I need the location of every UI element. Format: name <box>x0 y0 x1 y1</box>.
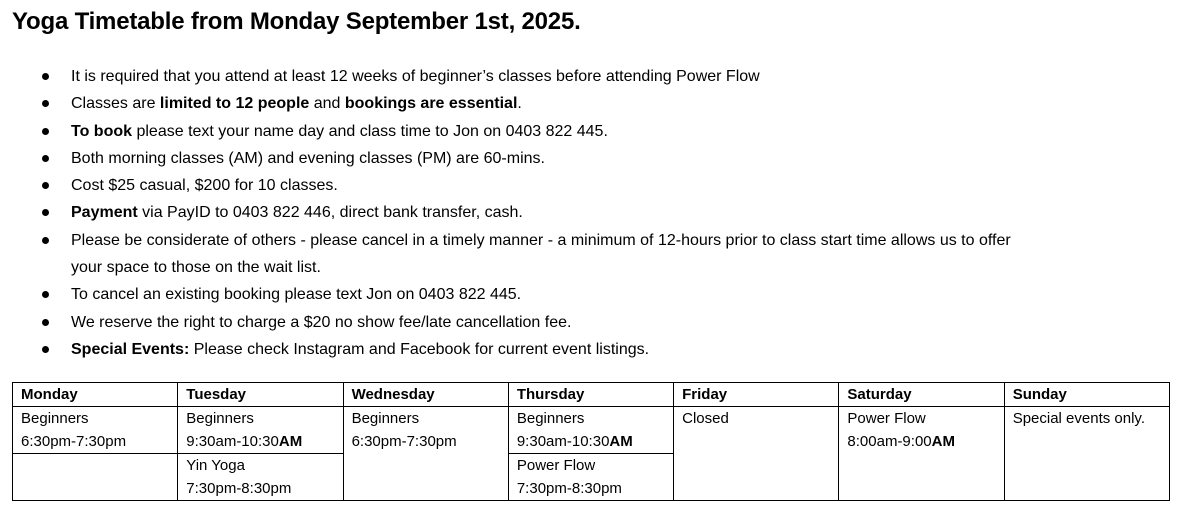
bullet-text: We reserve the right to charge a $20 no show fee/late cancellation fee. <box>71 313 572 331</box>
class-time <box>517 430 673 453</box>
bullet-icon <box>42 319 49 326</box>
bullet-icon <box>42 128 49 135</box>
friday-class-cell <box>674 407 839 501</box>
bullet-text: . <box>517 95 522 113</box>
saturday-class-cell <box>839 407 1004 501</box>
table-header-row <box>13 383 1170 407</box>
class-name: Beginners <box>21 410 89 427</box>
bullet-text: Classes are <box>71 95 160 113</box>
class-name: Beginners <box>351 410 420 427</box>
timetable <box>12 382 1170 501</box>
bullet-icon <box>42 100 49 107</box>
list-item <box>0 118 1181 145</box>
bullet-bold-text: Payment <box>71 204 138 222</box>
tuesday-class-cell-2 <box>178 454 343 501</box>
class-time-text: 9:30am-10:30 <box>516 433 610 450</box>
bullet-icon <box>42 73 49 80</box>
header-monday: Monday <box>13 383 178 407</box>
class-time: 7:30pm-8:30pm <box>186 480 292 497</box>
monday-empty-cell <box>13 454 178 501</box>
header-wednesday: Wednesday <box>343 383 508 407</box>
bullet-text: via PayID to 0403 822 446, direct bank transfer, cash. <box>137 204 523 222</box>
class-time <box>847 430 1003 453</box>
am-suffix: AM <box>931 433 955 450</box>
class-name: Power Flow <box>847 410 926 427</box>
am-suffix: AM <box>278 433 303 450</box>
class-name: Yin Yoga <box>186 457 245 474</box>
am-suffix: AM <box>609 433 633 450</box>
bullet-text: and <box>309 95 345 113</box>
bullet-text: It is required that you attend at least 12 weeks of beginner’s classes before attending Power Flow <box>71 68 760 85</box>
bullet-icon <box>42 346 49 353</box>
list-item <box>0 309 1181 336</box>
list-item <box>0 63 1181 90</box>
wednesday-class-cell <box>343 407 508 501</box>
header-thursday: Thursday <box>508 383 673 407</box>
closed-text: Closed <box>682 410 729 427</box>
class-time-text: 8:00am-9:00 <box>847 433 932 450</box>
class-time <box>186 430 342 453</box>
class-time: 7:30pm-8:30pm <box>516 480 622 497</box>
header-sunday: Sunday <box>1004 383 1169 407</box>
list-item <box>0 336 1181 363</box>
header-tuesday: Tuesday <box>178 383 343 407</box>
bullet-text: Cost $25 casual, $200 for 10 classes. <box>71 177 338 195</box>
class-time-text: 9:30am-10:30 <box>186 433 279 450</box>
bullet-bold-text: To book <box>71 122 133 140</box>
bullet-text-continuation: your space to those on the wait list. <box>71 259 321 277</box>
bullet-text: Please check Instagram and Facebook for current event listings. <box>189 340 650 358</box>
info-list <box>0 63 1181 363</box>
bullet-text: please text your name day and class time to Jon on 0403 822 445. <box>132 122 608 140</box>
bullet-icon <box>42 182 49 189</box>
bullet-bold-text: bookings are essential <box>344 95 518 113</box>
class-name: Beginners <box>516 410 585 427</box>
bullet-icon <box>42 209 49 216</box>
bullet-text: Both morning classes (AM) and evening classes (PM) are 60-mins. <box>71 149 545 167</box>
class-time: 6:30pm-7:30pm <box>351 433 457 450</box>
thursday-class-cell-2 <box>508 454 673 501</box>
list-item <box>0 90 1181 117</box>
header-friday: Friday <box>674 383 839 407</box>
list-item <box>0 199 1181 226</box>
monday-class-cell <box>13 407 178 454</box>
class-time: 6:30pm-7:30pm <box>21 433 127 450</box>
bullet-icon <box>42 291 49 298</box>
special-events-text: Special events only. <box>1012 410 1145 427</box>
bullet-text: To cancel an existing booking please text Jon on 0403 822 445. <box>71 286 522 304</box>
bullet-bold-text: Special Events: <box>71 340 190 358</box>
sunday-class-cell <box>1004 407 1169 501</box>
bullet-text: Please be considerate of others - please cancel in a timely manner - a minimum of 12-hours prior to class start time allows us to offer <box>71 231 1011 249</box>
list-item <box>0 172 1181 199</box>
bullet-icon <box>42 237 49 244</box>
class-name: Beginners <box>186 410 254 427</box>
class-name: Power Flow <box>516 457 596 474</box>
list-item <box>0 227 1181 282</box>
bullet-icon <box>42 155 49 162</box>
header-saturday: Saturday <box>839 383 1004 407</box>
list-item <box>0 281 1181 308</box>
thursday-class-cell-1 <box>508 407 673 454</box>
list-item <box>0 145 1181 172</box>
tuesday-class-cell-1 <box>178 407 343 454</box>
bullet-bold-text: limited to 12 people <box>159 95 310 113</box>
table-row <box>13 407 1170 454</box>
page-title: Yoga Timetable from Monday September 1st, 2025. <box>12 8 581 35</box>
